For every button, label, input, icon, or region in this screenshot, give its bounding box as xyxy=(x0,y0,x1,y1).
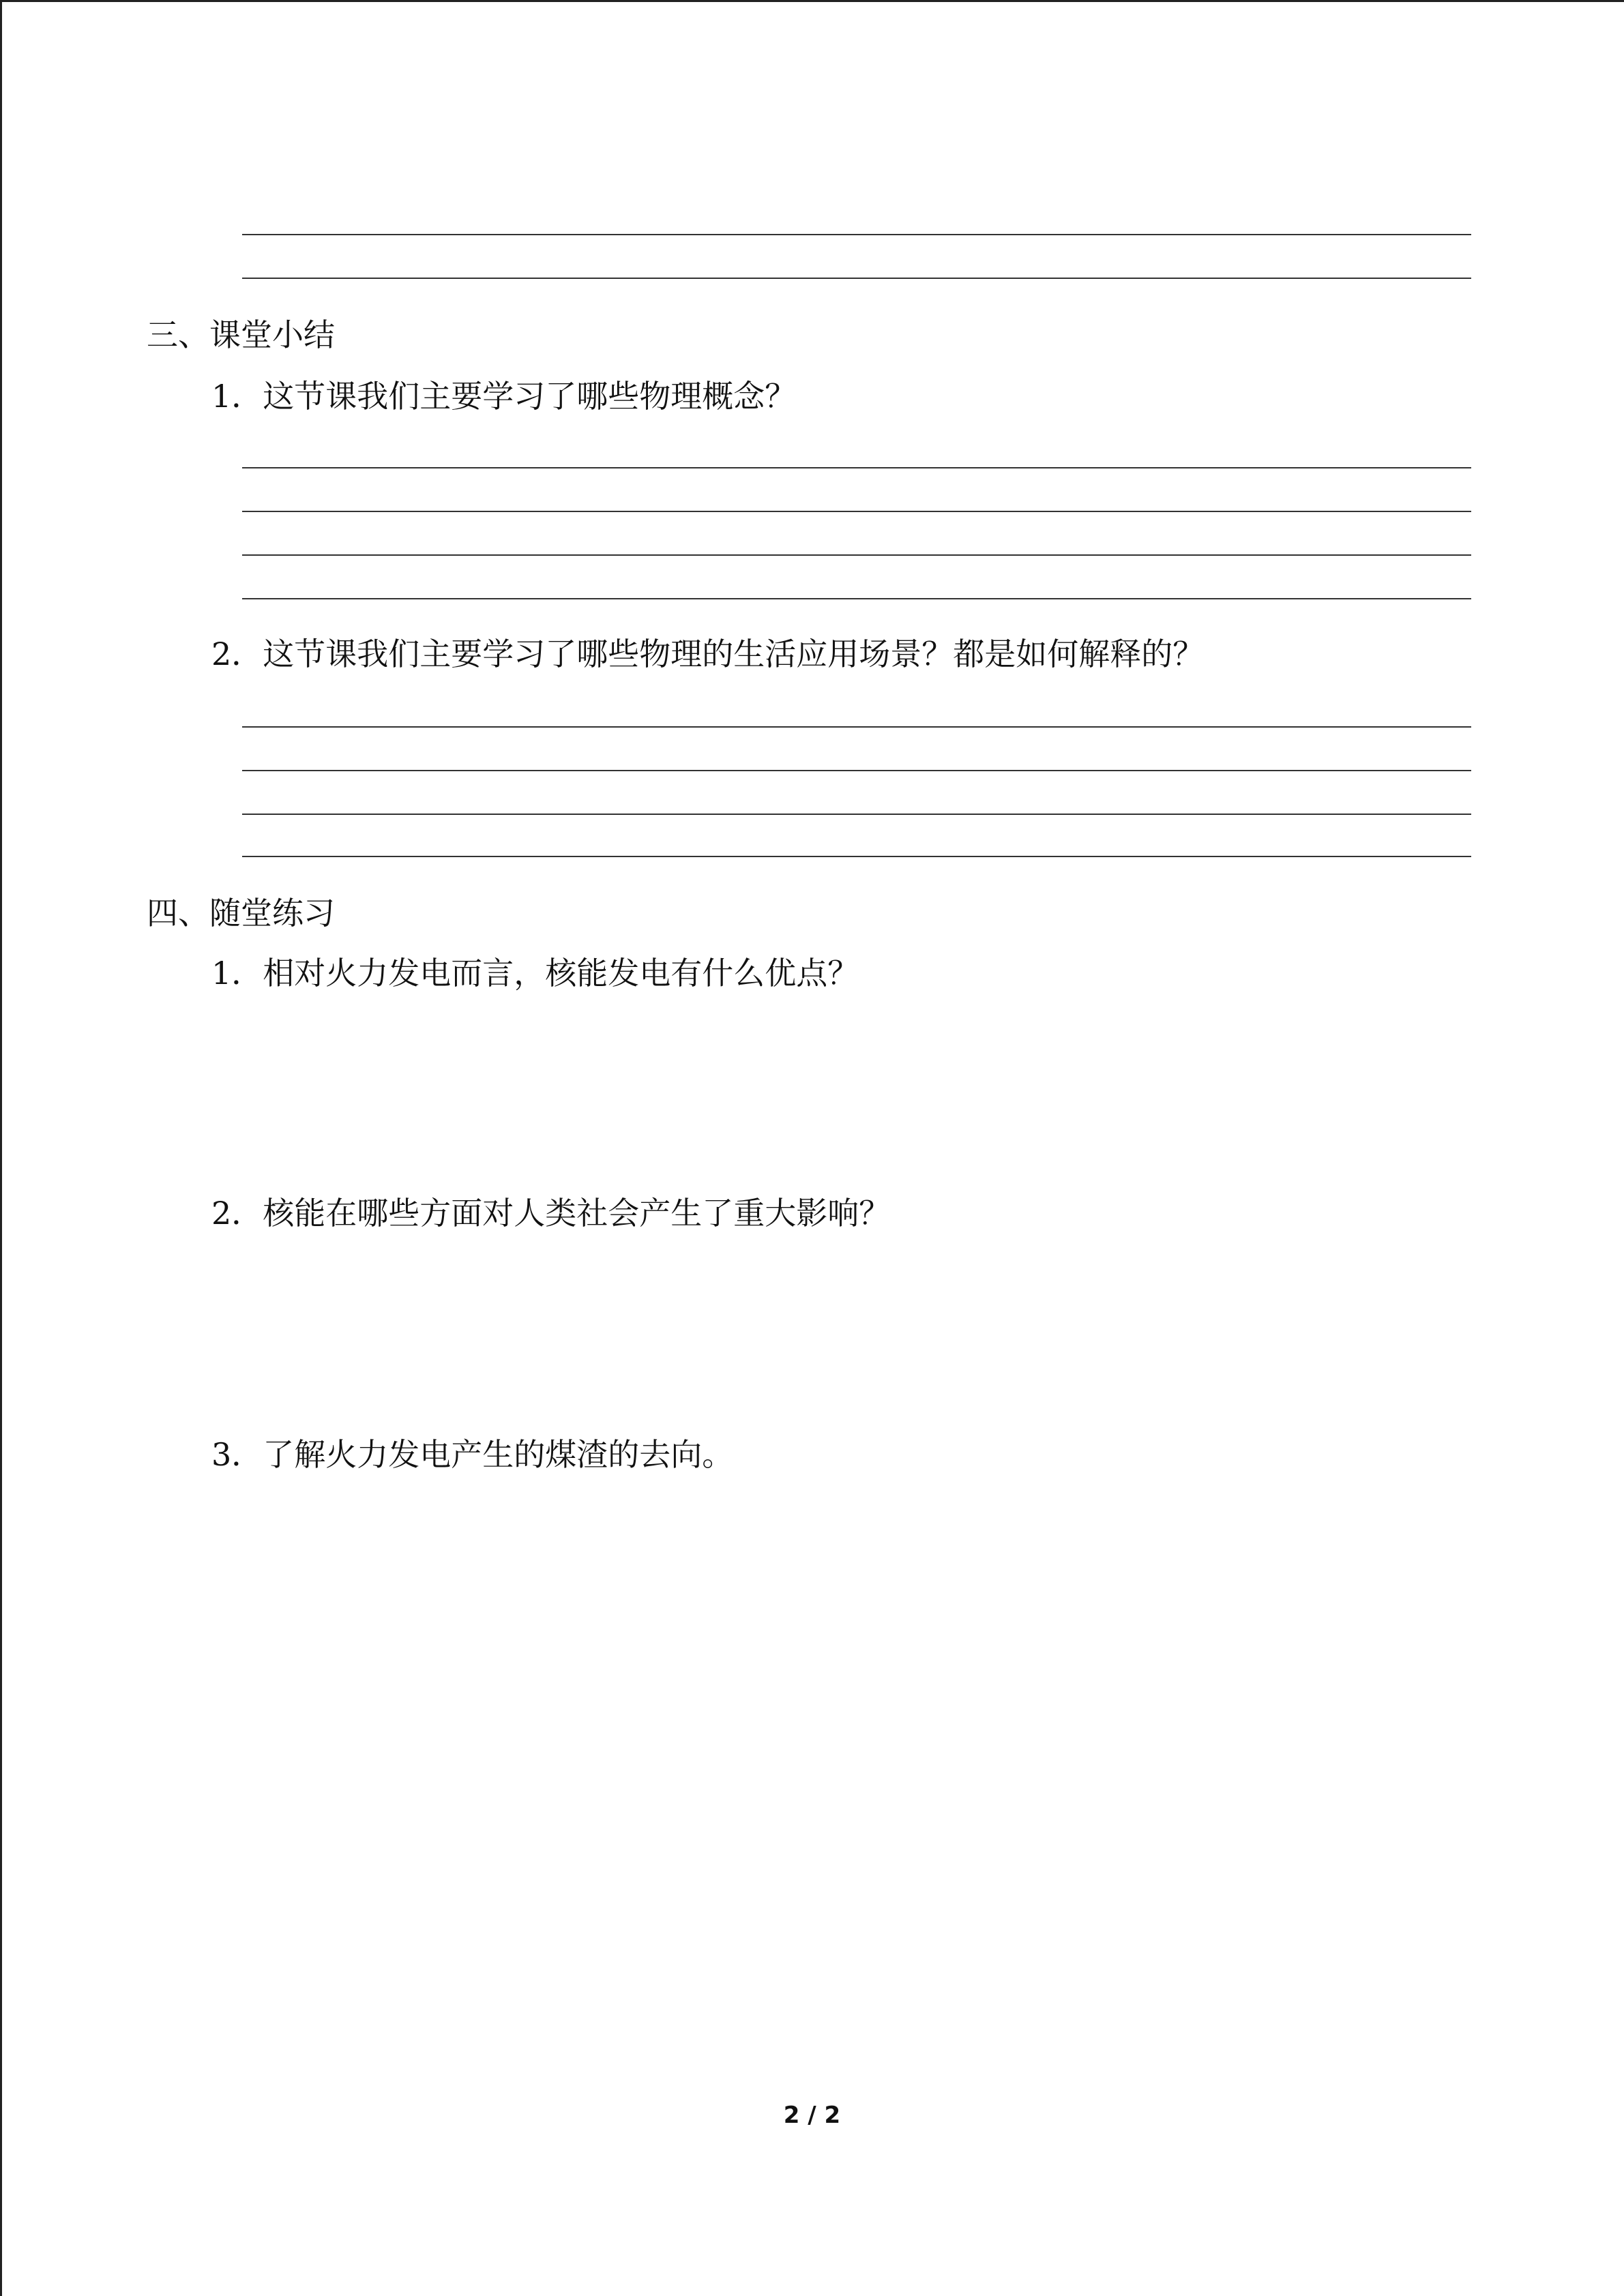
practice-question-2: 2．核能在哪些方面对人类社会产生了重大影响？ xyxy=(211,1195,891,1232)
summary-question-1: 1．这节课我们主要学习了哪些物理概念？ xyxy=(211,378,797,415)
practice-question-3: 3．了解火力发电产生的煤渣的去向。 xyxy=(211,1436,734,1473)
practice-question-1: 1．相对火力发电而言，核能发电有什么优点？ xyxy=(211,955,859,992)
answer-line[interactable] xyxy=(242,511,1471,512)
section-heading-summary: 三、课堂小结 xyxy=(147,316,335,353)
answer-line[interactable] xyxy=(242,726,1471,728)
answer-line[interactable] xyxy=(242,598,1471,599)
answer-line[interactable] xyxy=(242,814,1471,815)
summary-question-2: 2．这节课我们主要学习了哪些物理的生活应用场景？都是如何解释的？ xyxy=(211,636,1205,672)
answer-line[interactable] xyxy=(242,856,1471,857)
answer-line[interactable] xyxy=(242,554,1471,556)
answer-line[interactable] xyxy=(242,234,1471,235)
page-top-border xyxy=(0,0,1624,2)
answer-line[interactable] xyxy=(242,467,1471,468)
page-left-border xyxy=(0,0,2,2296)
section-heading-practice: 四、随堂练习 xyxy=(147,895,335,931)
page-number: 2 / 2 xyxy=(783,2102,841,2129)
answer-line[interactable] xyxy=(242,278,1471,279)
answer-line[interactable] xyxy=(242,770,1471,771)
